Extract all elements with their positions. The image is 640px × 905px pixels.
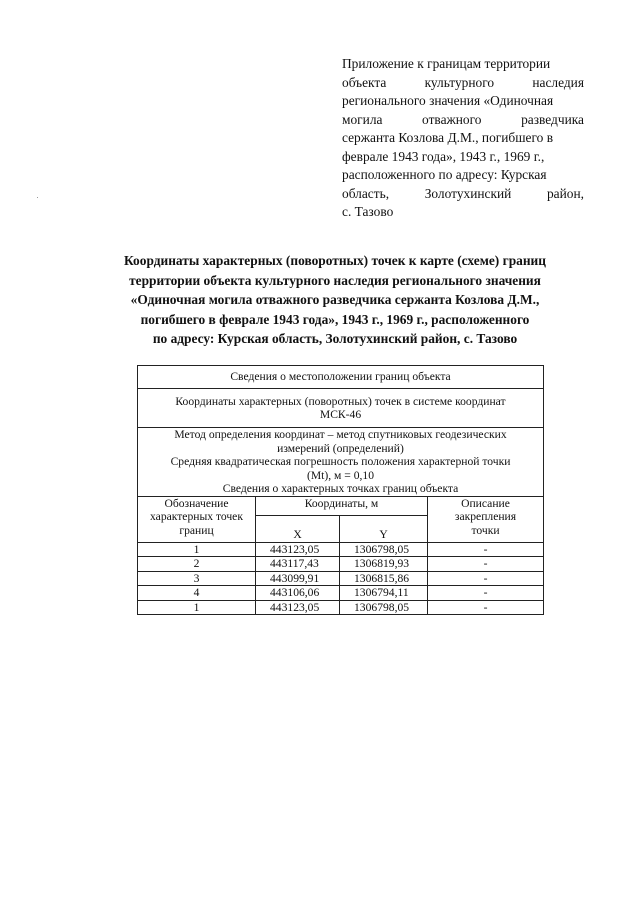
point-cell: 4: [138, 586, 256, 601]
coord-system-cell: [138, 389, 544, 428]
x-cell: 443117,43: [256, 557, 340, 572]
method-line: Метод определения координат – метод спутниковых геодезических: [174, 428, 507, 441]
x-cell: 443106,06: [256, 586, 340, 601]
description-header: [428, 496, 544, 542]
x-cell: 443123,05: [256, 542, 340, 557]
table-row: [138, 586, 544, 601]
title-line: погибшего в феврале 1943 года», 1943 г., 1969 г., расположенного: [140, 311, 530, 327]
x-cell: 443099,91: [256, 571, 340, 586]
table-row: [138, 557, 544, 572]
coord-system-line: Координаты характерных (поворотных) точек в системе координат: [175, 394, 506, 408]
description-header-line: закрепления: [454, 510, 517, 523]
table-section-row: [138, 389, 544, 428]
appendix-line: с. Тазово: [342, 204, 394, 219]
description-cell: -: [428, 600, 544, 615]
title-line: территории объекта культурного наследия регионального значения: [129, 272, 541, 288]
x-header: X: [256, 515, 340, 542]
description-cell: -: [428, 586, 544, 601]
designation-header-line: Обозначение: [164, 496, 229, 510]
point-cell: 3: [138, 571, 256, 586]
scan-speck: [37, 197, 38, 198]
appendix-line: объекта культурного наследия: [342, 74, 584, 90]
title-line: «Одиночная могила отважного разведчика сержанта Козлова Д.М.,: [130, 292, 540, 307]
appendix-line: сержанта Козлова Д.М., погибшего в: [342, 130, 554, 145]
description-cell: -: [428, 557, 544, 572]
table-section-row: [138, 366, 544, 389]
appendix-line: Приложение к границам территории: [342, 56, 551, 71]
y-header: Y: [340, 515, 428, 542]
description-cell: -: [428, 542, 544, 557]
method-line: измерений (определений): [277, 441, 404, 455]
appendix-line: расположенного по адресу: Курская: [342, 167, 547, 182]
point-cell: 1: [138, 600, 256, 615]
designation-header-line: характерных точек: [150, 510, 243, 523]
table-row: [138, 542, 544, 557]
y-cell: 1306819,93: [340, 557, 428, 572]
description-cell: -: [428, 571, 544, 586]
coordinates-table: [137, 365, 544, 615]
title-line: Координаты характерных (поворотных) точек к карте (схеме) границ: [124, 253, 546, 268]
coordinates-header: Координаты, м: [256, 496, 428, 515]
point-cell: 1: [138, 542, 256, 557]
point-cell: 2: [138, 557, 256, 572]
table-row: [138, 600, 544, 615]
table-header-row: [138, 496, 544, 515]
y-cell: 1306815,86: [340, 571, 428, 586]
title-line: по адресу: Курская область, Золотухинский район, с. Тазово: [152, 331, 518, 346]
x-cell: 443123,05: [256, 600, 340, 615]
y-cell: 1306798,05: [340, 600, 428, 615]
method-line: (Mt), м = 0,10: [307, 468, 375, 482]
designation-header-line: границ: [179, 523, 214, 537]
appendix-note: [342, 55, 584, 222]
description-header-line: точки: [471, 523, 500, 537]
location-section-cell: Сведения о местоположении границ объекта: [138, 366, 544, 389]
table-section-row: [138, 428, 544, 497]
coord-system-line: МСК-46: [319, 408, 362, 421]
method-line: Сведения о характерных точках границ объекта: [222, 482, 459, 495]
appendix-line: область, Золотухинский район,: [342, 185, 584, 201]
y-cell: 1306798,05: [340, 542, 428, 557]
y-cell: 1306794,11: [340, 586, 428, 601]
appendix-line: феврале 1943 года», 1943 г., 1969 г.,: [342, 148, 545, 164]
method-cell: [138, 428, 544, 497]
document-title: [90, 251, 580, 349]
designation-header: [138, 496, 256, 542]
description-header-line: Описание: [461, 496, 510, 510]
method-line: Средняя квадратическая погрешность положения характерной точки: [170, 455, 511, 468]
appendix-line: могила отважного разведчика: [342, 111, 584, 127]
table-row: [138, 571, 544, 586]
appendix-line: регионального значения «Одиночная: [342, 93, 554, 108]
